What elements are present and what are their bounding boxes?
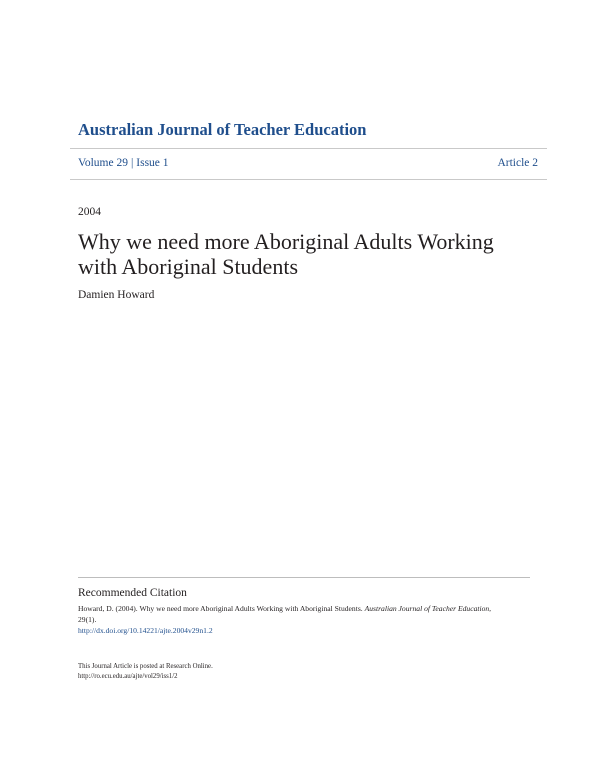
footer-posted-line: This Journal Article is posted at Research Online. bbox=[78, 663, 213, 670]
volume-issue-line bbox=[78, 157, 169, 169]
citation-text: Howard, D. (2004). Why we need more Aboriginal Adults Working with Aboriginal Students. bbox=[78, 604, 363, 613]
header-divider-top bbox=[70, 148, 547, 149]
publication-year: 2004 bbox=[78, 206, 101, 218]
citation-doi-link[interactable]: http://dx.doi.org/10.14221/ajte.2004v29n1.2 bbox=[78, 626, 213, 635]
article-title: Why we need more Aboriginal Adults Working with Aboriginal Students bbox=[78, 229, 494, 279]
journal-title[interactable]: Australian Journal of Teacher Education bbox=[78, 120, 367, 139]
header-divider-bottom bbox=[70, 179, 547, 180]
footer-note bbox=[78, 662, 213, 682]
citation-journal: Australian Journal of Teacher Education, bbox=[364, 604, 492, 613]
citation-block bbox=[78, 603, 538, 636]
footer-url[interactable]: http://ro.ecu.edu.au/ajte/vol29/iss1/2 bbox=[78, 673, 178, 680]
author-name[interactable]: Damien Howard bbox=[78, 289, 155, 301]
citation-divider bbox=[78, 577, 530, 578]
issue-link[interactable]: Issue 1 bbox=[136, 157, 169, 169]
citation-volume-issue: 29(1). bbox=[78, 615, 97, 624]
volume-link[interactable]: Volume 29 bbox=[78, 157, 128, 169]
article-number-link[interactable]: Article 2 bbox=[497, 157, 538, 169]
volume-issue-separator: | bbox=[130, 157, 134, 169]
recommended-citation-heading: Recommended Citation bbox=[78, 587, 187, 599]
